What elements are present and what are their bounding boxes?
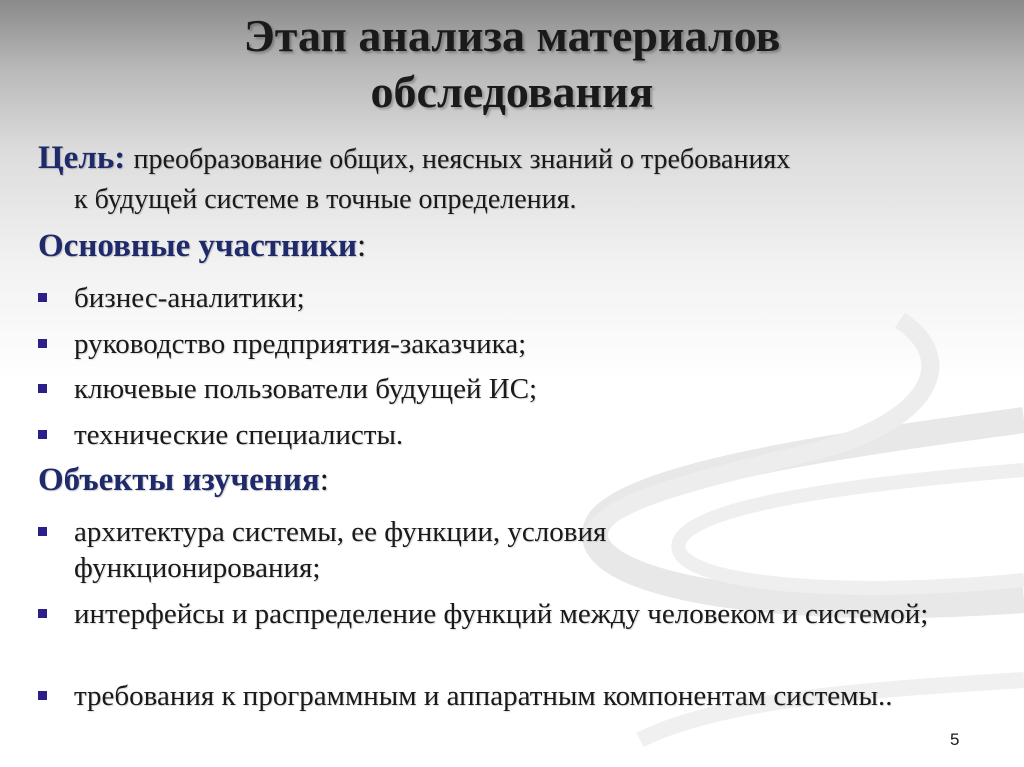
participant-text: бизнес-аналитики;: [74, 282, 305, 314]
participant-item: [38, 280, 978, 316]
square-bullet-icon: [38, 609, 47, 618]
participants-heading: [38, 228, 366, 265]
participant-item: [38, 326, 978, 362]
square-bullet-icon: [38, 691, 47, 700]
goal-text-line1: преобразование общих, неясных знаний о требованиях: [133, 144, 791, 175]
square-bullet-icon: [38, 384, 47, 393]
object-text: требования к программным и аппаратным компонентам системы..: [74, 680, 893, 712]
object-item: [38, 514, 738, 586]
slide-title-line2: обследования: [370, 66, 654, 117]
participant-text: руководство предприятия-заказчика;: [74, 328, 527, 360]
goal-row: [38, 140, 790, 177]
objects-heading: [38, 462, 329, 499]
page-number: 5: [950, 730, 960, 749]
object-text: интерфейсы и распределение функций между человеком и системой;: [74, 598, 929, 630]
object-item: [38, 596, 958, 632]
participant-item: [38, 417, 978, 453]
objects-heading-text: Объекты изучения: [38, 462, 320, 498]
participant-text: ключевые пользователи будущей ИС;: [74, 373, 538, 405]
goal-label: Цель:: [38, 140, 126, 176]
square-bullet-icon: [38, 430, 47, 439]
participants-heading-text: Основные участники: [38, 228, 358, 264]
participants-heading-colon: :: [357, 228, 367, 264]
slide-title-line1: Этап анализа материалов: [243, 10, 781, 61]
slide-title: [0, 8, 1024, 120]
object-item: [38, 678, 948, 714]
square-bullet-icon: [38, 339, 47, 348]
object-text: архитектура системы, ее функции, условия функционирования;: [74, 516, 607, 584]
participant-text: технические специалисты.: [74, 419, 404, 451]
square-bullet-icon: [38, 293, 47, 302]
objects-heading-colon: :: [319, 462, 329, 498]
goal-text-line2: к будущей системе в точные определения.: [74, 184, 577, 215]
square-bullet-icon: [38, 527, 47, 536]
participant-item: [38, 371, 978, 407]
